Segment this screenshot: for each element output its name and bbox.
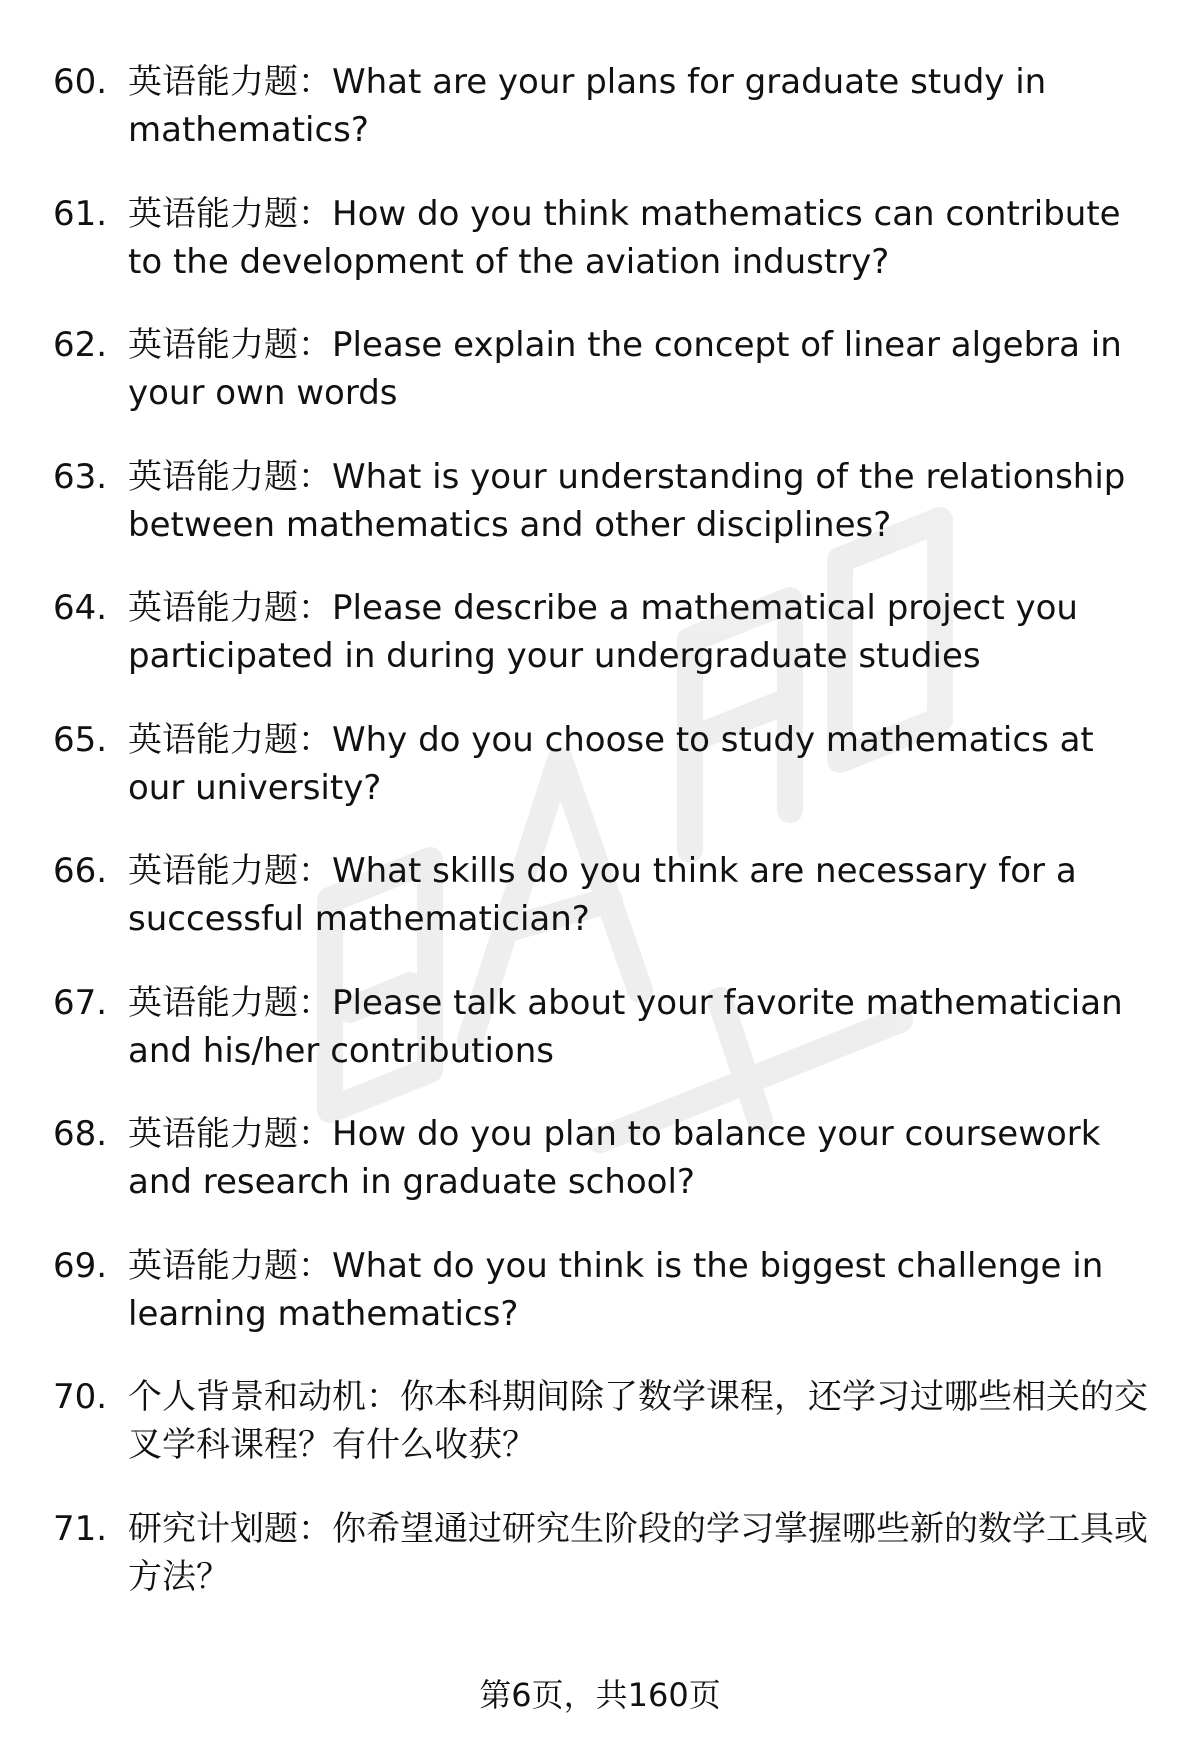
- question-item: [0, 190, 1200, 322]
- question-text: 个人背景和动机：你本科期间除了数学课程，还学习过哪些相关的交叉学科课程？有什么收获？: [128, 1377, 1148, 1465]
- question-number: 68.: [53, 1114, 108, 1154]
- page-number-footer: 第6页，共160页: [479, 1676, 721, 1714]
- question-number: 64.: [53, 588, 108, 628]
- question-text: 英语能力题：Please explain the concept of linear algebra in your own words: [128, 325, 1122, 413]
- question-number: 70.: [53, 1377, 108, 1417]
- question-number: 63.: [53, 456, 108, 497]
- question-number: 61.: [53, 193, 108, 234]
- question-item: [0, 584, 1200, 716]
- question-number: 60.: [53, 62, 108, 102]
- question-number: 69.: [53, 1245, 108, 1286]
- question-item: [0, 979, 1200, 1111]
- question-text: 英语能力题：Please describe a mathematical project you participated in during your undergraduate studies: [128, 588, 1078, 676]
- question-number: 67.: [53, 982, 108, 1023]
- question-item: [0, 1110, 1200, 1242]
- question-number: 66.: [53, 851, 108, 891]
- question-item: [0, 1505, 1200, 1637]
- question-number: 71.: [53, 1508, 108, 1549]
- question-item: [0, 321, 1200, 453]
- question-text: 英语能力题：What is your understanding of the relationship between mathematics and other disciplines?: [128, 456, 1126, 545]
- question-number: 62.: [53, 325, 108, 365]
- question-item: [0, 716, 1200, 848]
- question-text: 英语能力题：How do you plan to balance your coursework and research in graduate school?: [128, 1114, 1101, 1202]
- question-text: 英语能力题：Why do you choose to study mathematics at our university?: [128, 719, 1094, 808]
- question-text: 英语能力题：What skills do you think are necessary for a successful mathematician?: [128, 851, 1077, 939]
- question-text: 英语能力题：Please talk about your favorite mathematician and his/her contributions: [128, 982, 1123, 1071]
- question-item: [0, 453, 1200, 585]
- question-number: 65.: [53, 719, 108, 760]
- question-item: [0, 847, 1200, 979]
- question-item: [0, 1242, 1200, 1374]
- question-text: 英语能力题：What do you think is the biggest challenge in learning mathematics?: [128, 1245, 1104, 1334]
- question-item: [0, 58, 1200, 190]
- question-text: 研究计划题：你希望通过研究生阶段的学习掌握哪些新的数学工具或方法？: [128, 1508, 1148, 1597]
- question-text: 英语能力题：How do you think mathematics can contribute to the development of the aviation industry?: [128, 193, 1121, 282]
- question-list: [0, 58, 1200, 1636]
- question-text: 英语能力题：What are your plans for graduate study in mathematics?: [128, 62, 1047, 150]
- question-item: [0, 1373, 1200, 1505]
